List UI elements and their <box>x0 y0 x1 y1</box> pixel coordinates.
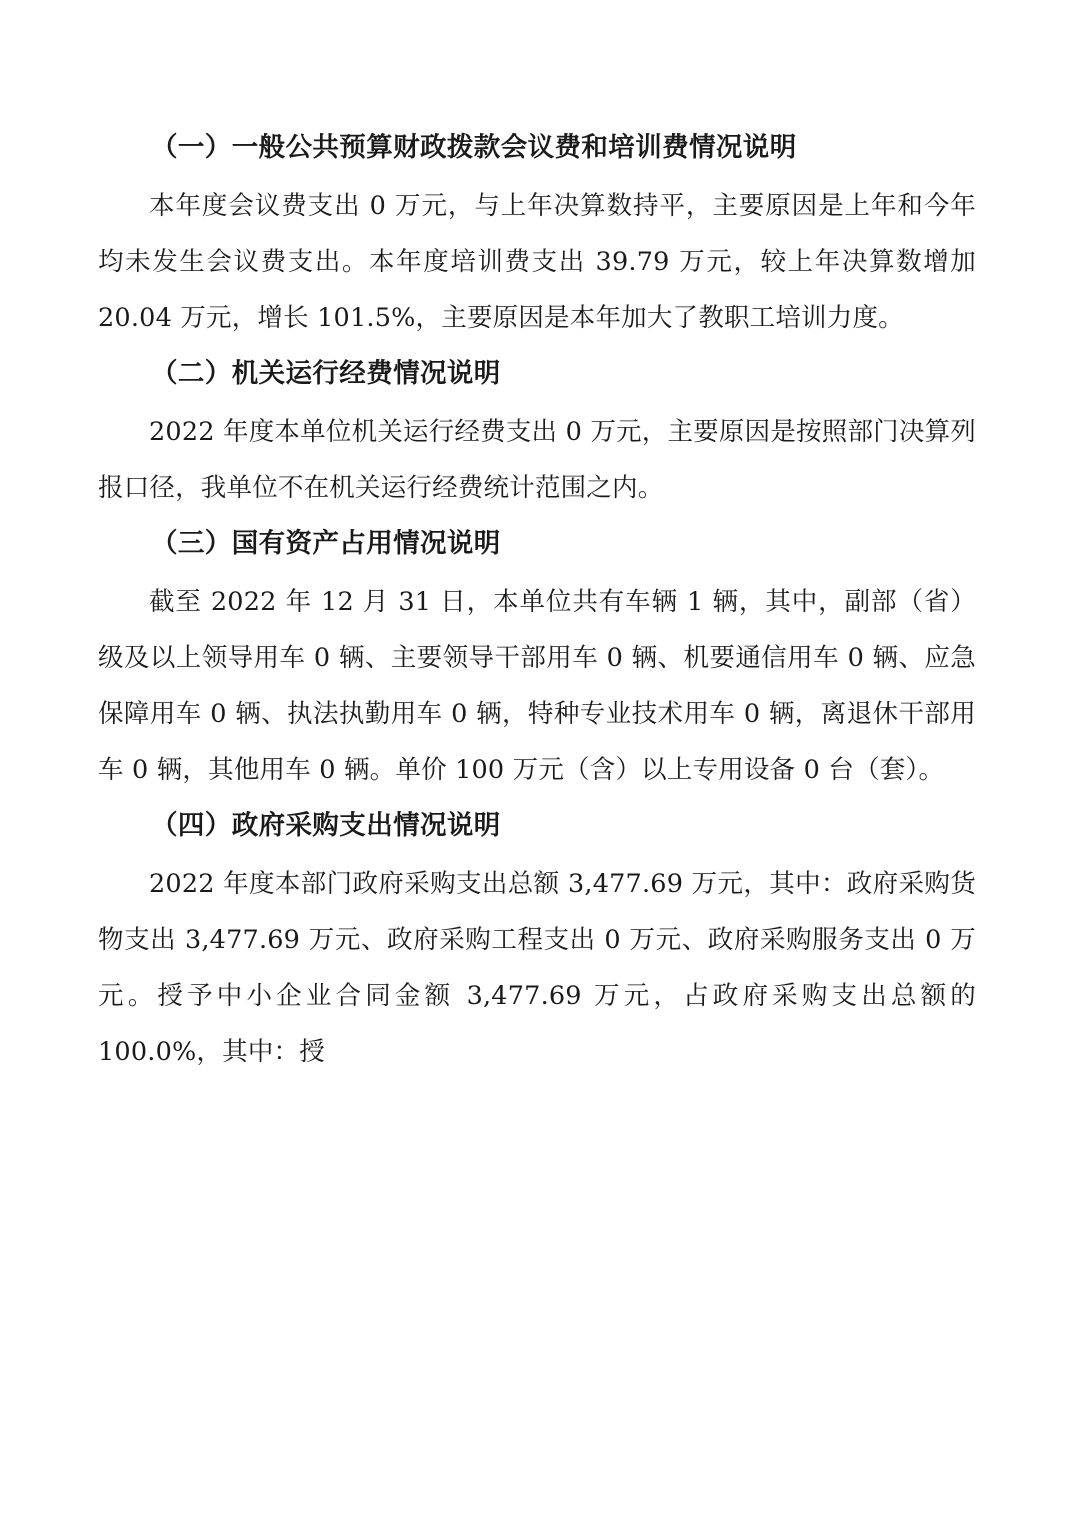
section-state-owned-assets <box>98 516 976 798</box>
section-heading: （四）政府采购支出情况说明 <box>151 810 501 841</box>
section-meeting-training-fees <box>98 120 976 346</box>
section-paragraph: 本年度会议费支出 0 万元，与上年决算数持平，主要原因是上年和今年均未发生会议费支出。本年度培训费支出 39.79 万元，较上年决算数增加 20.04 万元，增长 101.5%，主要原因是本年加大了教职工培训力度。 <box>98 191 976 333</box>
section-paragraph: 2022 年度本单位机关运行经费支出 0 万元，主要原因是按照部门决算列报口径，我单位不在机关运行经费统计范围之内。 <box>98 417 976 503</box>
section-paragraph: 2022 年度本部门政府采购支出总额 3,477.69 万元，其中：政府采购货物支出 3,477.69 万元、政府采购工程支出 0 万元、政府采购服务支出 0 万元。授予中小企业合同金额 3,477.69 万元，占政府采购支出总额的 100.0%，其中：授 <box>98 869 976 1067</box>
section-paragraph: 截至 2022 年 12 月 31 日，本单位共有车辆 1 辆，其中，副部（省）级及以上领导用车 0 辆、主要领导干部用车 0 辆、机要通信用车 0 辆、应急保障用车 0 辆、执法执勤用车 0 辆，特种专业技术用车 0 辆，离退休干部用车 0 辆，其他用车 0 辆。单价 100 万元（含）以上专用设备 0 台（套）。 <box>98 587 976 785</box>
section-heading: （三）国有资产占用情况说明 <box>151 528 501 559</box>
section-heading: （一）一般公共预算财政拨款会议费和培训费情况说明 <box>151 132 797 163</box>
section-heading: （二）机关运行经费情况说明 <box>151 358 501 389</box>
document-body <box>98 120 976 1080</box>
section-government-procurement <box>98 798 976 1080</box>
section-agency-operating-expenses <box>98 346 976 516</box>
